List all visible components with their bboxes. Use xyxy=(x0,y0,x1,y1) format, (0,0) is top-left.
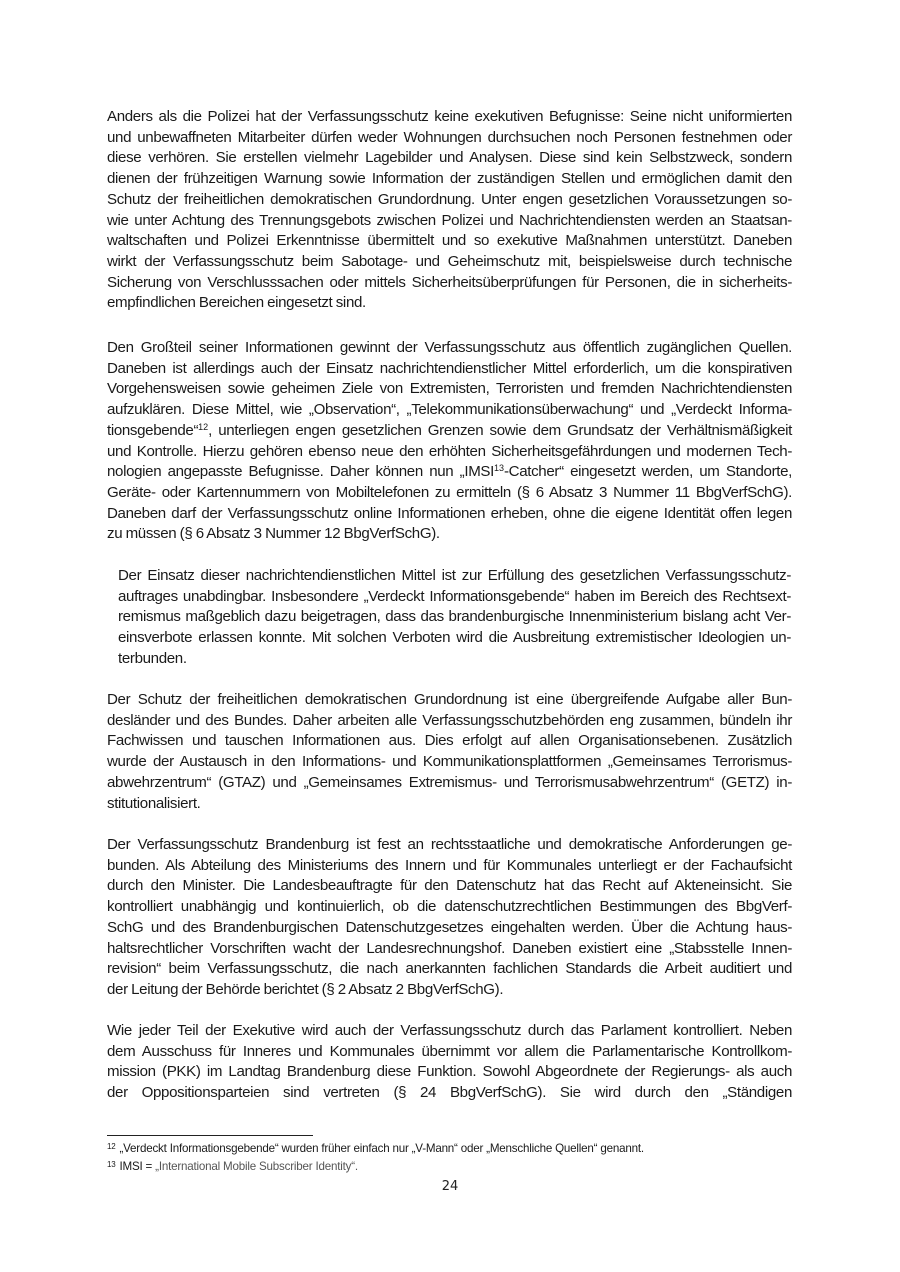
text-line: empfindlichen Bereichen eingesetzt sind. xyxy=(107,294,366,312)
text-segment: tionsgebende“ xyxy=(107,421,199,439)
text-line: Anders als die Polizei hat der Verfassungsschutz keine exekutiven Befugnisse: Seine nicht uniformierten xyxy=(107,108,792,125)
text-line: zu müssen (§ 6 Absatz 3 Nummer 12 BbgVerfSchG). xyxy=(107,525,440,543)
paragraph-einsatz-mittel xyxy=(118,566,791,670)
text-line: einsverbote erlassen konnte. Mit solchen Verboten wird die Ausbreitung extremistischer Ideologien un- xyxy=(118,629,791,647)
text-line: aufzuklären. Diese Mittel, wie „Observation“, „Telekommunikationsüberwachung“ und „Verdeckt Informa- xyxy=(107,401,792,419)
text-line: Fachwissen und tauschen Informationen aus. Dies erfolgt auf allen Organisationsebenen. Zusätzlich xyxy=(107,732,792,750)
footnote-13 xyxy=(107,1159,358,1174)
text-line: wirkt der Verfassungsschutz beim Sabotage- und Geheimschutz mit, beispielsweise durch technische xyxy=(107,252,792,270)
text-line: SchG und des Brandenburgischen Datenschutzgesetzes eingehalten werden. Über die Achtung haus- xyxy=(107,918,792,936)
text-line: Den Großteil seiner Informationen gewinnt der Verfassungsschutz aus öffentlich zugänglichen Quellen. xyxy=(107,339,792,356)
text-segment: -Catcher“ eingesetzt werden, um Standorte, xyxy=(504,463,792,481)
text-line: terbunden. xyxy=(118,649,187,667)
text-line: auftrages unabdingbar. Insbesondere „Verdeckt Informationsgebende“ haben im Bereich des Rechtsext- xyxy=(118,587,791,605)
text-line: Vorgehensweisen sowie geheimen Ziele von Extremisten, Terroristen und fremden Nachrichtendiensten xyxy=(107,380,792,398)
footnote-text: „Verdeckt Informationsgebende“ wurden früher einfach nur „V-Mann“ oder „Menschliche Quellen“ genannt. xyxy=(119,1142,644,1155)
text-line: dem Ausschuss für Inneres und Kommunales übernimmt vor allem die Parlamentarische Kontrollkom- xyxy=(107,1042,792,1060)
text-line: Daneben ist allerdings auch der Einsatz nachrichtendienstlicher Mittel erforderlich, um die konspirativen xyxy=(107,359,792,377)
text-line: kontrolliert unabhängig und kontinuierlich, ob die datenschutzrechtlichen Bestimmungen des BbgVerf- xyxy=(107,898,792,916)
text-segment: nologien angepasste Befugnisse. Daher können nun „IMSI xyxy=(107,463,494,481)
text-segment: , unterliegen engen gesetzlichen Grenzen sowie dem Grundsatz der Verhältnismäßigkeit xyxy=(208,421,792,439)
text-line: wie unter Achtung des Trennungsgebots zwischen Polizei und Nachrichtendiensten werden an Staatsan- xyxy=(107,211,792,229)
text-line: Schutz der freiheitlichen demokratischen Grundordnung. Unter engen gesetzlichen Voraussetzungen so- xyxy=(107,190,792,208)
text-line: Der Verfassungsschutz Brandenburg ist fest an rechtsstaatliche und demokratische Anforderungen ge- xyxy=(107,836,792,853)
text-line: der Oppositionsparteien sind vertreten (§ 24 BbgVerfSchG). Sie wird durch den „Ständigen xyxy=(107,1084,792,1102)
footnote-text-quote: „International Mobile Subscriber Identity“. xyxy=(155,1160,358,1173)
text-line: Sicherung von Verschlusssachen oder mittels Sicherheitsüberprüfungen für Personen, die in sicherheits- xyxy=(107,273,792,291)
footnote-12 xyxy=(107,1141,644,1156)
text-line: mission (PKK) im Landtag Brandenburg diese Funktion. Sowohl Abgeordnete der Regierungs- als auch xyxy=(107,1063,792,1081)
text-line: durch den Minister. Die Landesbeauftragte für den Datenschutz hat das Recht auf Akteneinsicht. Sie xyxy=(107,877,792,895)
footnote-number: 13 xyxy=(107,1160,116,1169)
text-line: wurde der Austausch in den Informations- und Kommunikationsplattformen „Gemeinsames Terrorismus- xyxy=(107,753,792,771)
text-line: Wie jeder Teil der Exekutive wird auch der Verfassungsschutz durch das Parlament kontrolliert. Neben xyxy=(107,1022,792,1039)
text-line: revision“ beim Verfassungsschutz, die nach anerkannten fachlichen Standards die Arbeit auditiert und xyxy=(107,960,792,978)
page-number: 24 xyxy=(441,1179,459,1194)
footnote-separator xyxy=(107,1135,313,1136)
text-line: Der Einsatz dieser nachrichtendienstlichen Mittel ist zur Erfüllung des gesetzlichen Verfassungsschutz- xyxy=(118,567,791,584)
footnote-ref-13[interactable]: 13 xyxy=(493,463,504,474)
text-line: abwehrzentrum“ (GTAZ) und „Gemeinsames Extremismus- und Terrorismusabwehrzentrum“ (GETZ) in- xyxy=(107,773,792,791)
paragraph-informationsgewinnung xyxy=(107,338,792,545)
text-line: Der Schutz der freiheitlichen demokratischen Grundordnung ist eine übergreifende Aufgabe aller Bun- xyxy=(107,691,792,708)
paragraph-kontrolle xyxy=(107,835,792,1001)
text-line: haltsrechtlicher Vorschriften wacht der Landesrechnungshof. Daneben existiert eine „Stabsstelle Innen- xyxy=(107,939,792,957)
paragraph-parlamentarische-kontrolle xyxy=(107,1021,792,1104)
text-line xyxy=(107,421,792,442)
footnote-number: 12 xyxy=(107,1142,116,1151)
text-line: diese verhören. Sie erstellen vielmehr Lagebilder und Analysen. Diese sind kein Selbstzweck, sondern xyxy=(107,149,792,167)
text-line: und Kontrolle. Hierzu gehören ebenso neue den erhöhten Sicherheitsgefährdungen und modernen Tech- xyxy=(107,442,792,460)
text-line: dienen der frühzeitigen Warnung sowie Information der zuständigen Stellen und ermöglichen damit den xyxy=(107,170,792,188)
footnote-text: IMSI = xyxy=(119,1160,156,1173)
paragraph-zusammenarbeit xyxy=(107,690,792,814)
text-line: der Leitung der Behörde berichtet (§ 2 Absatz 2 BbgVerfSchG). xyxy=(107,980,504,998)
text-line: remismus maßgeblich dazu beigetragen, dass das brandenburgische Innenministerium bislang acht Ver- xyxy=(118,608,791,626)
text-line: Geräte- oder Kartennummern von Mobiltelefonen zu ermitteln (§ 6 Absatz 3 Nummer 11 BbgVerfSchG). xyxy=(107,483,792,501)
text-line xyxy=(107,462,792,483)
text-line: und unbewaffneten Mitarbeiter dürfen weder Wohnungen durchsuchen noch Personen festnehmen oder xyxy=(107,128,792,146)
text-line: Daneben darf der Verfassungsschutz online Informationen erheben, ohne die eigene Identität offen legen xyxy=(107,504,792,522)
footnote-ref-12[interactable]: 12 xyxy=(198,421,209,432)
text-line: waltschaften und Polizei Erkenntnisse übermittelt und so exekutive Maßnahmen unterstützt. Daneben xyxy=(107,232,792,250)
text-line: stitutionalisiert. xyxy=(107,794,201,812)
text-line: bunden. Als Abteilung des Ministeriums des Innern und für Kommunales unterliegt er der Fachaufsicht xyxy=(107,856,792,874)
text-line: desländer und des Bundes. Daher arbeiten alle Verfassungsschutzbehörden eng zusammen, bündeln ihr xyxy=(107,711,792,729)
paragraph-exekutive-befugnisse xyxy=(107,107,792,314)
